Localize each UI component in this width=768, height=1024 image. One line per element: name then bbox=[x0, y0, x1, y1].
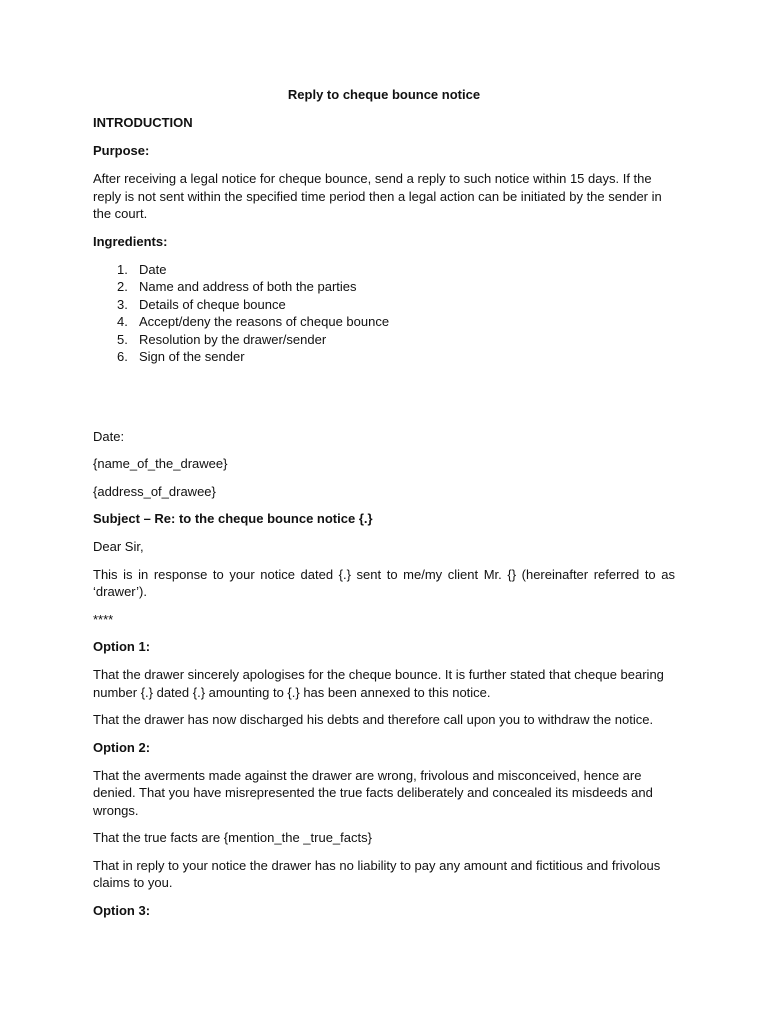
ingredients-heading: Ingredients: bbox=[93, 233, 168, 249]
list-item-number: 1. bbox=[117, 261, 128, 277]
list-item-number: 4. bbox=[117, 314, 128, 329]
list-item-text: Accept/deny the reasons of cheque bounce bbox=[139, 314, 390, 329]
option-2-paragraph-3: That in reply to your notice the drawer has no liability to pay any amount and fictitious and frivolous claims to you. bbox=[93, 857, 661, 890]
list-item bbox=[93, 278, 675, 296]
option-3-heading: Option 3: bbox=[93, 902, 151, 918]
document-title: Reply to cheque bounce notice bbox=[287, 87, 481, 102]
list-item bbox=[93, 296, 675, 314]
option-1-paragraph-1: That the drawer sincerely apologises for the cheque bounce. It is further stated that cheque bearing number {.} dated {.} amounting to {.} has been annexed to this notice. bbox=[93, 667, 664, 700]
drawee-address-placeholder: {address_of_drawee} bbox=[93, 483, 216, 499]
drawee-name-placeholder: {name_of_the_drawee} bbox=[93, 456, 228, 471]
purpose-text: After receiving a legal notice for cheque bounce, send a reply to such notice within 15 days. If the reply is not sent within the specified time period then a legal action can be initiated by the sender in the court. bbox=[93, 171, 662, 221]
list-item-text: Details of cheque bounce bbox=[139, 296, 286, 312]
purpose-heading: Purpose: bbox=[93, 143, 150, 158]
list-item-text: Date bbox=[139, 261, 167, 277]
option-2-paragraph-2: That the true facts are {mention_the _true_facts} bbox=[93, 830, 372, 845]
list-item-number: 6. bbox=[117, 349, 128, 364]
list-item-number: 3. bbox=[117, 296, 128, 312]
list-item-text: Resolution by the drawer/sender bbox=[139, 331, 327, 347]
introduction-heading: INTRODUCTION bbox=[93, 115, 193, 130]
response-paragraph: This is in response to your notice dated {.} sent to me/my client Mr. {} (hereinafter referred to as ‘drawer’). bbox=[93, 566, 675, 599]
option-1-heading: Option 1: bbox=[93, 639, 151, 654]
separator: **** bbox=[93, 611, 114, 627]
list-item bbox=[93, 331, 675, 349]
option-2-paragraph-1: That the averments made against the drawer are wrong, frivolous and misconceived, hence are denied. That you have misrepresented the true facts deliberately and concealed its misdeeds and wrongs. bbox=[93, 767, 653, 818]
list-item bbox=[93, 348, 675, 366]
list-item-text: Name and address of both the parties bbox=[139, 279, 357, 294]
ingredients-list bbox=[93, 261, 675, 366]
subject-line: Subject – Re: to the cheque bounce notice {.} bbox=[93, 511, 373, 526]
spacer bbox=[93, 366, 675, 428]
list-item bbox=[93, 261, 675, 279]
list-item bbox=[93, 313, 675, 331]
option-2-heading: Option 2: bbox=[93, 739, 151, 755]
date-label: Date: bbox=[93, 428, 125, 444]
option-1-paragraph-2: That the drawer has now discharged his debts and therefore call upon you to withdraw the notice. bbox=[93, 712, 654, 727]
list-item-number: 5. bbox=[117, 331, 128, 347]
list-item-number: 2. bbox=[117, 279, 128, 294]
salutation: Dear Sir, bbox=[93, 539, 144, 554]
list-item-text: Sign of the sender bbox=[139, 349, 245, 364]
